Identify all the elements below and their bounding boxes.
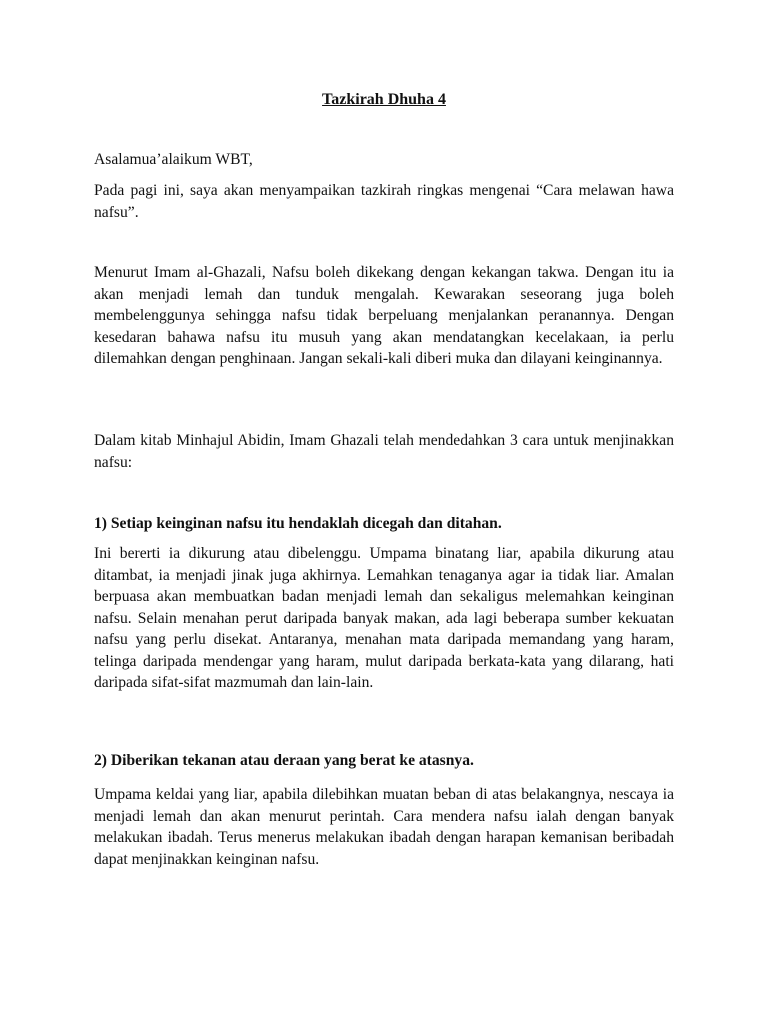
point-2-heading: 2) Diberikan tekanan atau deraan yang berat ke atasnya. bbox=[94, 752, 474, 769]
kitab-paragraph: Dalam kitab Minhajul Abidin, Imam Ghazali telah mendedahkan 3 cara untuk menjinakkan nafsu: bbox=[94, 432, 674, 471]
point-1-heading: 1) Setiap keinginan nafsu itu hendaklah dicegah dan ditahan. bbox=[94, 515, 502, 532]
ghazali-paragraph: Menurut Imam al-Ghazali, Nafsu boleh dikekang dengan kekangan takwa. Dengan itu ia akan menjadi lemah dan tunduk mengalah. Kewarakan seseorang juga boleh membelenggunya sehingga nafsu tidak berpeluang menjalankan peranannya. Dengan kesedaran bahawa nafsu itu musuh yang akan mendatangkan kecelakaan, ia perlu dilemahkan dengan penghinaan. Jangan sekali-kali diberi muka dan dilayani keinginannya. bbox=[94, 264, 674, 367]
greeting-line: Asalamua’alaikum WBT, bbox=[94, 151, 253, 168]
intro-paragraph: Pada pagi ini, saya akan menyampaikan tazkirah ringkas mengenai “Cara melawan hawa nafsu”. bbox=[94, 182, 674, 221]
point-2-body: Umpama keldai yang liar, apabila dilebihkan muatan beban di atas belakangnya, nescaya ia menjadi lemah dan akan menurut perintah. Cara mendera nafsu ialah dengan banyak melakukan ibadah. Terus menerus melakukan ibadah dengan harapan kemanisan beribadah dapat menjinakkan keinginan nafsu. bbox=[94, 786, 674, 868]
document-title: Tazkirah Dhuha 4 bbox=[322, 91, 446, 108]
point-1-body: Ini bererti ia dikurung atau dibelenggu. Umpama binatang liar, apabila dikurung atau ditambat, ia menjadi jinak juga akhirnya. Lemahkan tenaganya agar ia tidak liar. Amalan berpuasa akan membuatkan badan menjadi lemah dan sekaligus melemahkan keinginan nafsu. Selain menahan perut daripada banyak makan, ada lagi beberapa sumber kekuatan nafsu yang perlu disekat. Antaranya, menahan mata daripada memandang yang haram, telinga daripada mendengar yang haram, mulut daripada berkata-kata yang dilarang, hati daripada sifat-sifat mazmumah dan lain-lain. bbox=[94, 545, 674, 691]
